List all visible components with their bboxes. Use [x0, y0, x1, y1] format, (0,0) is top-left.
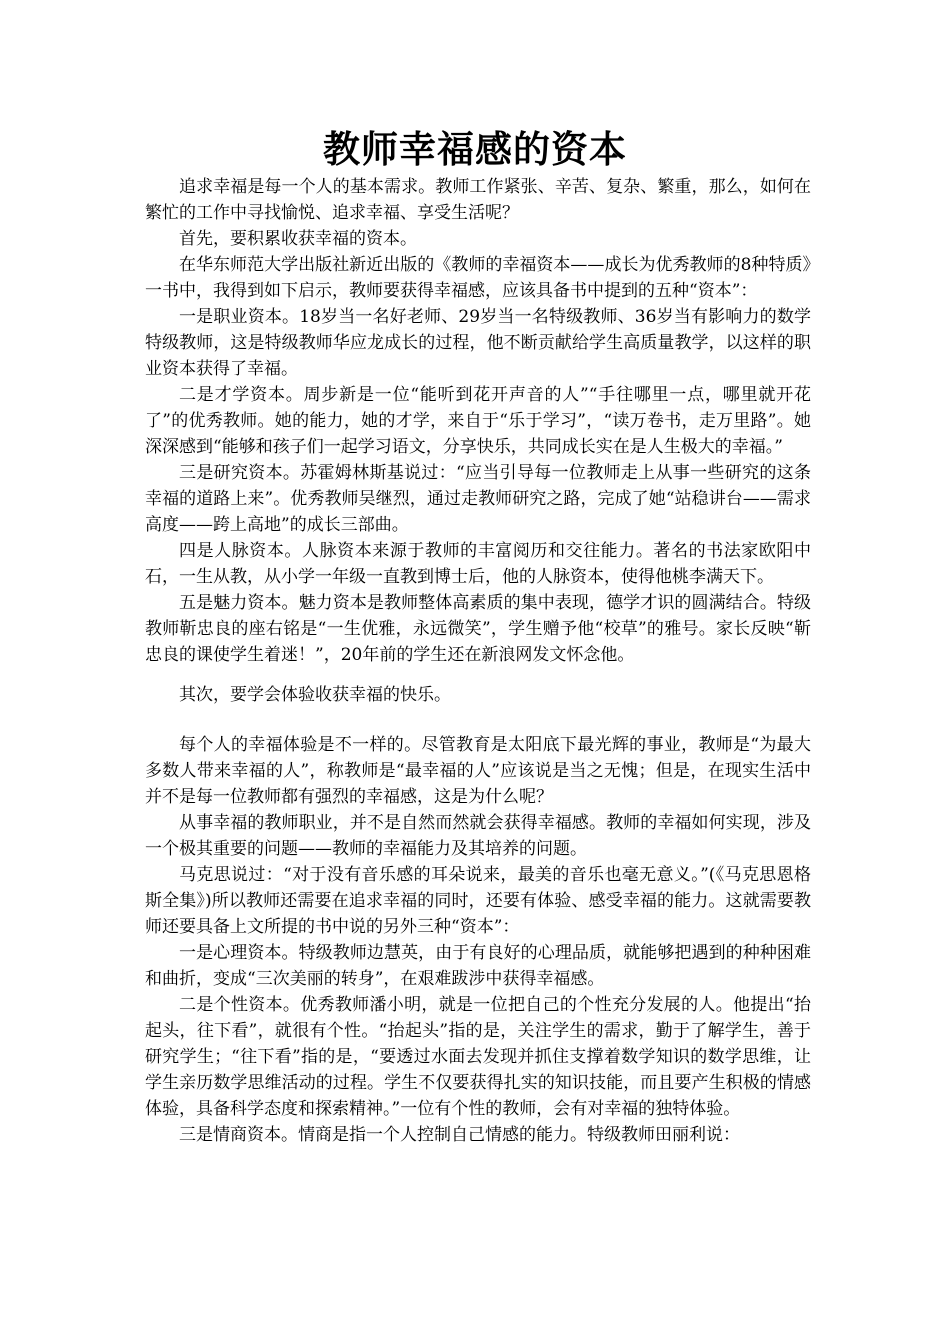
paragraph-book-intro: 在华东师范大学出版社新近出版的《教师的幸福资本——成长为优秀教师的8种特质》一书中，我得到如下启示，教师要获得幸福感，应该具备书中提到的五种“资本”：: [145, 255, 811, 301]
paragraph-intro: 追求幸福是每一个人的基本需求。教师工作紧张、辛苦、复杂、繁重，那么，如何在繁忙的工作中寻找愉悦、追求幸福、享受生活呢？: [145, 177, 811, 223]
paragraph-first-point: 首先，要积累收获幸福的资本。: [179, 229, 417, 249]
paragraph-talent-capital: 二是才学资本。周步新是一位“能听到花开声音的人”“手往哪里一点，哪里就开花了”的优秀教师。她的能力，她的才学，来自于“乐于学习”，“读万卷书，走万里路”。她深深感到“能够和孩子们一起学习语文，分享快乐，共同成长实在是人生极大的幸福。”: [145, 385, 811, 457]
paragraph-charm-capital: 五是魅力资本。魅力资本是教师整体高素质的集中表现，德学才识的圆满结合。特级教师靳忠良的座右铭是“一生优雅，永远微笑”，学生赠予他“校草”的雅号。家长反映“靳忠良的课使学生着迷！”，20年前的学生还在新浪网发文怀念他。: [145, 593, 811, 665]
paragraph-career-capital: 一是职业资本。18岁当一名好老师、29岁当一名特级教师、36岁当有影响力的数学特级教师，这是特级教师华应龙成长的过程，他不断贡献给学生高质量教学，以这样的职业资本获得了幸福。: [145, 307, 811, 379]
paragraph-research-capital: 三是研究资本。苏霍姆林斯基说过：“应当引导每一位教师走上从事一些研究的这条幸福的道路上来”。优秀教师吴继烈，通过走教师研究之路，完成了她“站稳讲台——需求高度——跨上高地”的成长三部曲。: [145, 463, 811, 535]
paragraph-psychological-capital: 一是心理资本。特级教师边慧英，由于有良好的心理品质，就能够把遇到的种种困难和曲折，变成“三次美丽的转身”，在艰难跋涉中获得幸福感。: [145, 943, 811, 989]
document-body: [145, 174, 811, 1148]
paragraph-eq-capital: 三是情商资本。情商是指一个人控制自己情感的能力。特级教师田丽利说：: [179, 1125, 740, 1145]
paragraph-second-point: 其次，要学会体验收获幸福的快乐。: [179, 685, 451, 705]
paragraph-personality-capital: 二是个性资本。优秀教师潘小明，就是一位把自己的个性充分发展的人。他提出“抬起头，往下看”，就很有个性。“抬起头”指的是，关注学生的需求，勤于了解学生，善于研究学生；“往下看”指的是，“要透过水面去发现并抓住支撑着数学知识的数学思维，让学生亲历数学思维活动的过程。学生不仅要获得扎实的知识技能，而且要产生积极的情感体验，具备科学态度和探索精神。”一位有个性的教师，会有对幸福的独特体验。: [145, 995, 811, 1119]
paragraph-network-capital: 四是人脉资本。人脉资本来源于教师的丰富阅历和交往能力。著名的书法家欧阳中石，一生从教，从小学一年级一直教到博士后，他的人脉资本，使得他桃李满天下。: [145, 541, 811, 587]
paragraph-marx-quote: 马克思说过：“对于没有音乐感的耳朵说来，最美的音乐也毫无意义。”(《马克思恩格斯全集》)所以教师还需要在追求幸福的同时，还要有体验、感受幸福的能力。这就需要教师还要具备上文所提的书中说的另外三种“资本”：: [145, 865, 811, 937]
paragraph-happiness-experience: 每个人的幸福体验是不一样的。尽管教育是太阳底下最光辉的事业，教师是“为最大多数人带来幸福的人”，称教师是“最幸福的人”应该说是当之无愧；但是，在现实生活中并不是每一位教师都有强烈的幸福感，这是为什么呢？: [145, 735, 811, 807]
document-title: 教师幸福感的资本: [323, 128, 627, 171]
paragraph-happiness-ability: 从事幸福的教师职业，并不是自然而然就会获得幸福感。教师的幸福如何实现，涉及一个极其重要的问题——教师的幸福能力及其培养的问题。: [145, 813, 811, 859]
